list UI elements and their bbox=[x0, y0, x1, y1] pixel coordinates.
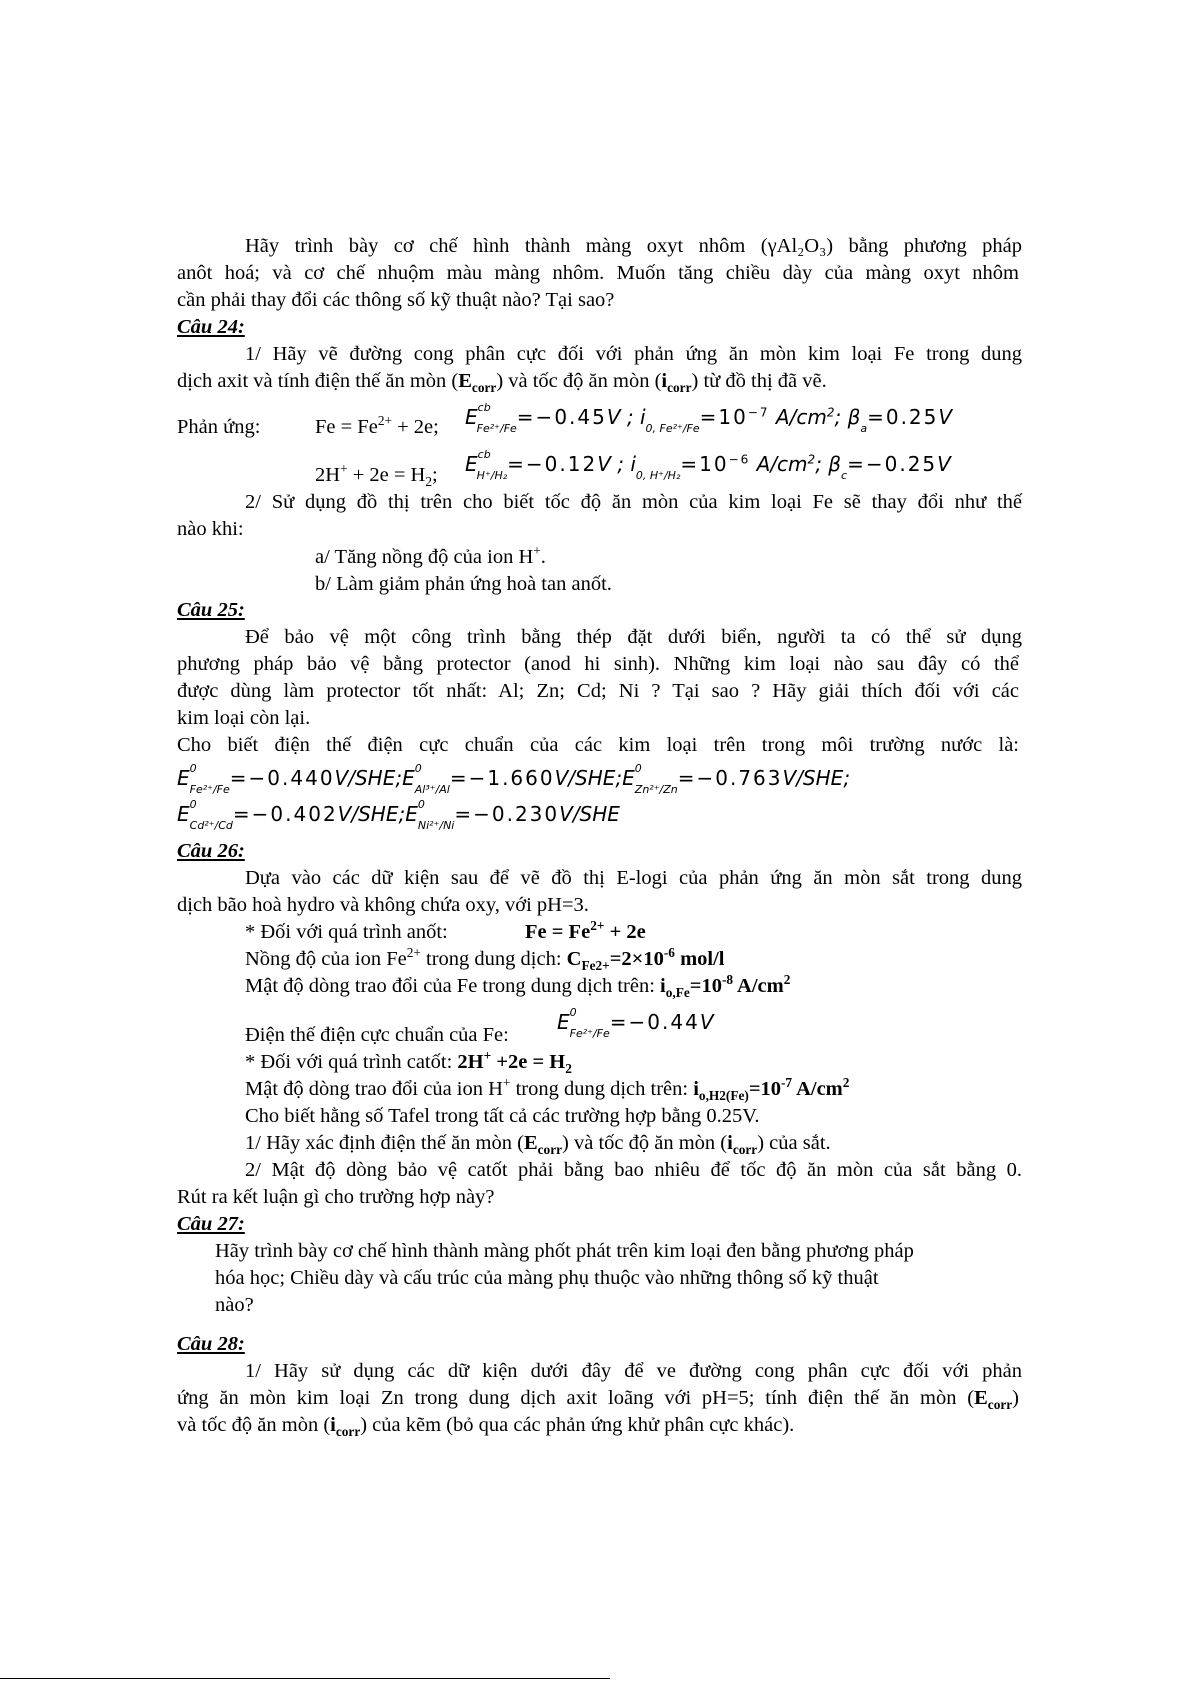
q26-cathode: * Đối với quá trình catốt: $2H^+ +2e = H_2$ bbox=[245, 1048, 572, 1077]
q28-line-2: ứng ăn mòn kim loại Zn trong dung dịch axit loãng với pH=5; tính điện thế ăn mòn $(E_{corr})$ bbox=[177, 1387, 1019, 1413]
q26-line-2: dịch bão hoà hydro và không chứa oxy, với pH=3. bbox=[177, 894, 589, 916]
q24-reaction-2: $2H^+ + 2e = H_2$; bbox=[315, 461, 438, 490]
q24-reaction-label: Phản ứng: bbox=[177, 416, 261, 438]
intro-line-1: Hãy trình bày cơ chế hình thành màng oxyt nhôm (γAl₂O₃) bằng phương pháp bbox=[245, 235, 1022, 257]
q26-tafel: Cho biết hằng số Tafel trong tất cả các trường hợp bằng 0.25V. bbox=[245, 1105, 760, 1127]
footer-rule bbox=[0, 1678, 610, 1679]
q25-potentials-row-1: $E^0_{Fe^{2+}/Fe}=-0.440V/SHE;E^0_{Al^{3+}/Al}=-1.660V/SHE;E^0_{Zn^{2+}/Zn}=-0.763V$/SHE; bbox=[177, 762, 851, 796]
q24-option-b: b/ Làm giảm phản ứng hoà tan anốt. bbox=[315, 573, 612, 595]
q26-exchange-fe: Mật độ dòng trao đổi của Fe trong dung dịch trên: $i_{o,Fe}=10^{-8}$ $A/cm^2$ bbox=[245, 972, 791, 1001]
q28-line-3: và tốc độ ăn mòn $(i_{corr})$ của kẽm (bỏ qua các phản ứng khử phân cực khác). bbox=[177, 1414, 795, 1440]
q26-part-2-line-2: Rút ra kết luận gì cho trường hợp này? bbox=[177, 1186, 495, 1208]
q26-exchange-h: Mật độ dòng trao đổi của ion H+ trong dung dịch trên: $i_{o,H2(Fe)}=10^{-7}$ $A/cm^2$ bbox=[245, 1075, 850, 1104]
q24-part2-line-2: nào khi: bbox=[177, 518, 244, 540]
q26-standard-label: Điện thế điện cực chuẩn của Fe: bbox=[245, 1024, 509, 1046]
q25-line-4: kim loại còn lại. bbox=[177, 707, 311, 729]
q26-part-2-line-1: 2/ Mật độ dòng bảo vệ catốt phải bằng bao nhiêu để tốc độ ăn mòn của sắt bằng 0. bbox=[245, 1159, 1022, 1181]
q24-equation-2: $E^{cb}_{H^+/H_2}=-0.12V$ ; $i_{0, H^+/H_2}=10^{-6}$ $A/cm^2$; $\beta_c=-0.25V$ bbox=[465, 448, 951, 482]
q26-standard-equation: $E^0_{Fe^{2+}/Fe}=-0.44V$ bbox=[557, 1006, 714, 1040]
q24-equation-1: $E^{cb}_{Fe^{2+}/Fe}=-0.45V$ ; $i_{0, Fe^{2+}/Fe}=10^{-7}$ $A/cm^2$; $\beta_a=0.25V$ bbox=[465, 401, 953, 435]
q26-part-1: 1/ Hãy xác định điện thế ăn mòn $(E_{corr})$ và tốc độ ăn mòn $(i_{corr})$ của sắt. bbox=[245, 1132, 831, 1158]
q25-given: Cho biết điện thế điện cực chuẩn của các kim loại trên trong môi trường nước là: bbox=[177, 734, 1019, 756]
q28-heading: Câu 28: bbox=[177, 1333, 245, 1355]
q24-line-1: 1/ Hãy vẽ đường cong phân cực đối với phản ứng ăn mòn kim loại Fe trong dung bbox=[245, 343, 1022, 365]
q26-concentration: Nồng độ của ion $Fe^{2+}$ trong dung dịch: $C_{Fe2+}=2\times 10^{-6}$ mol/l bbox=[245, 945, 725, 974]
q24-reaction-1: $Fe = Fe^{2+} + 2e$; bbox=[315, 413, 439, 438]
q24-option-a: a/ Tăng nồng độ của ion H+. bbox=[315, 543, 546, 568]
q24-heading: Câu 24: bbox=[177, 316, 245, 338]
q27-heading: Câu 27: bbox=[177, 1213, 245, 1235]
q26-line-1: Dựa vào các dữ kiện sau để vẽ đồ thị E-logi của phản ứng ăn mòn sắt trong dung bbox=[245, 867, 1022, 889]
intro-line-2: anôt hoá; và cơ chế nhuộm màu màng nhôm. Muốn tăng chiều dày của màng oxyt nhôm bbox=[177, 262, 1019, 284]
q24-part2-line-1: 2/ Sử dụng đồ thị trên cho biết tốc độ ăn mòn của kim loại Fe sẽ thay đổi như thế bbox=[245, 491, 1022, 513]
q26-anode-label: * Đối với quá trình anốt: bbox=[245, 921, 448, 943]
q25-heading: Câu 25: bbox=[177, 599, 245, 621]
q26-anode-equation: $Fe = Fe^{2+} + 2e$ bbox=[525, 918, 646, 943]
q25-line-3: được dùng làm protector tốt nhất: Al; Zn; Cd; Ni ? Tại sao ? Hãy giải thích đối với các bbox=[177, 680, 1019, 702]
q27-line-1: Hãy trình bày cơ chế hình thành màng phốt phát trên kim loại đen bằng phương pháp bbox=[215, 1240, 914, 1262]
intro-line-3: cần phải thay đổi các thông số kỹ thuật nào? Tại sao? bbox=[177, 289, 615, 311]
q27-line-3: nào? bbox=[215, 1294, 254, 1316]
q25-line-2: phương pháp bảo vệ bằng protector (anod hi sinh). Những kim loại nào sau đây có thể bbox=[177, 653, 1019, 675]
q25-potentials-row-2: $E^0_{Cd^{2+}/Cd}=-0.402V/SHE;E^0_{Ni^{2+}/Ni}=-0.230V$/SHE bbox=[177, 798, 620, 832]
q26-heading: Câu 26: bbox=[177, 840, 245, 862]
q24-line-2: dịch axit và tính điện thế ăn mòn $(E_{corr})$ và tốc độ ăn mòn $(i_{corr})$ từ đồ thị đã vẽ. bbox=[177, 370, 827, 396]
q28-line-1: 1/ Hãy sử dụng các dữ kiện dưới đây để ve đường cong phân cực đối với phản bbox=[245, 1360, 1022, 1382]
q27-line-2: hóa học; Chiều dày và cấu trúc của màng phụ thuộc vào những thông số kỹ thuật bbox=[215, 1267, 879, 1289]
q25-line-1: Để bảo vệ một công trình bằng thép đặt dưới biển, người ta có thể sử dụng bbox=[245, 626, 1022, 648]
